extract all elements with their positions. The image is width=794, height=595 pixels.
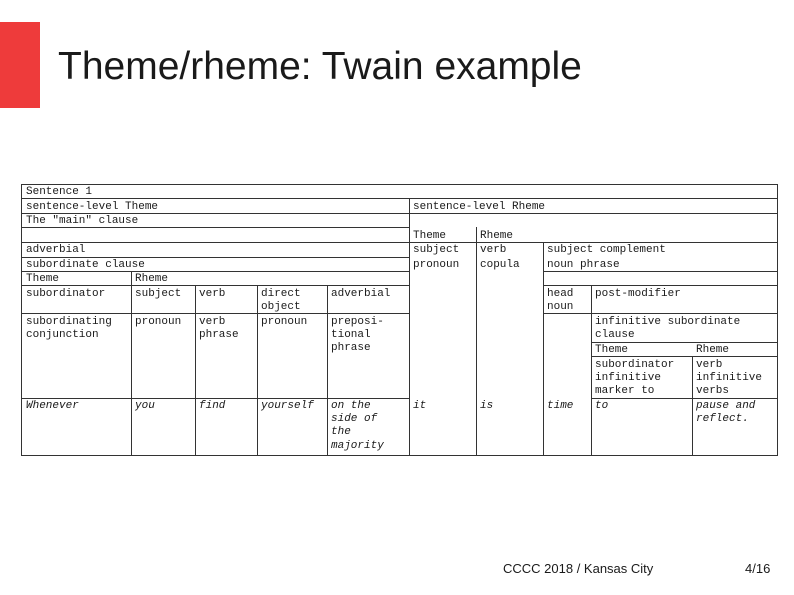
word-pause-and: pause and	[696, 400, 756, 412]
cell-inf-verb: verb	[696, 359, 723, 371]
word-side-of: side of	[331, 413, 378, 425]
table-text	[26, 186, 762, 452]
word-reflect: reflect.	[696, 413, 749, 425]
analysis-table	[21, 184, 778, 456]
word-time: time	[547, 400, 574, 412]
word-majority: majority	[331, 440, 384, 452]
word-on-the: on the	[331, 400, 371, 412]
cell-subject: subject	[413, 244, 460, 256]
cell-sub-adverbial: adverbial	[331, 288, 391, 300]
cell-verb-phrase-1: verb	[199, 316, 226, 328]
cell-subordinating: subordinating	[26, 316, 112, 328]
word-whenever: Whenever	[26, 400, 79, 412]
cell-verb-phrase-2: phrase	[199, 329, 239, 341]
word-to: to	[595, 400, 609, 412]
cell-inf-marker-1: infinitive	[595, 372, 662, 384]
cell-prep-3: phrase	[331, 342, 371, 354]
word-is: is	[480, 400, 494, 412]
cell-post-modifier: post-modifier	[595, 288, 681, 300]
cell-head: head	[547, 288, 574, 300]
cell-sub-rheme: Rheme	[135, 273, 169, 285]
cell-prep-1: preposi-	[331, 316, 384, 328]
cell-sub-theme: Theme	[26, 273, 60, 285]
cell-pronoun: pronoun	[413, 259, 460, 271]
cell-sub-verb: verb	[199, 288, 226, 300]
cell-sentence-theme: sentence-level Theme	[26, 201, 159, 213]
cell-sentence-rheme: sentence-level Rheme	[413, 201, 546, 213]
cell-inf-verbs-1: infinitive	[696, 372, 763, 384]
word-the: the	[331, 426, 351, 438]
cell-copula: copula	[480, 259, 520, 271]
cell-inf-theme: Theme	[595, 344, 629, 356]
cell-main-clause: The "main" clause	[26, 215, 139, 227]
footer-text: CCCC 2018 / Kansas City	[503, 561, 654, 576]
cell-sub-pronoun: pronoun	[135, 316, 182, 328]
cell-prep-2: tional	[331, 329, 371, 341]
word-yourself: yourself	[261, 400, 314, 412]
cell-subordinate-clause: subordinate clause	[26, 259, 145, 271]
slide-title: Theme/rheme: Twain example	[58, 45, 582, 88]
cell-inf-subordinator: subordinator	[595, 359, 675, 371]
cell-sub-subject: subject	[135, 288, 182, 300]
word-you: you	[135, 400, 155, 412]
cell-clause-rheme: Rheme	[480, 230, 514, 242]
cell-noun-phrase: noun phrase	[547, 259, 620, 271]
cell-object: object	[261, 301, 301, 313]
word-it: it	[413, 400, 427, 412]
cell-do-pronoun: pronoun	[261, 316, 308, 328]
cell-verb: verb	[480, 244, 507, 256]
cell-noun: noun	[547, 301, 574, 313]
cell-direct: direct	[261, 288, 301, 300]
cell-clause-theme: Theme	[413, 230, 447, 242]
cell-subordinator: subordinator	[26, 288, 106, 300]
word-find: find	[199, 400, 226, 412]
cell-subject-complement: subject complement	[547, 244, 666, 256]
cell-conjunction: conjunction	[26, 329, 99, 341]
cell-adverbial: adverbial	[26, 244, 86, 256]
accent-bar	[0, 22, 40, 108]
cell-inf-verbs-2: verbs	[696, 385, 730, 397]
page-number: 4/16	[745, 561, 771, 576]
cell-inf-clause-1: infinitive subordinate	[595, 316, 741, 328]
cell-inf-clause-2: clause	[595, 329, 635, 341]
cell-sentence: Sentence 1	[26, 186, 93, 198]
cell-inf-marker-2: marker to	[595, 385, 655, 397]
cell-inf-rheme: Rheme	[696, 344, 730, 356]
